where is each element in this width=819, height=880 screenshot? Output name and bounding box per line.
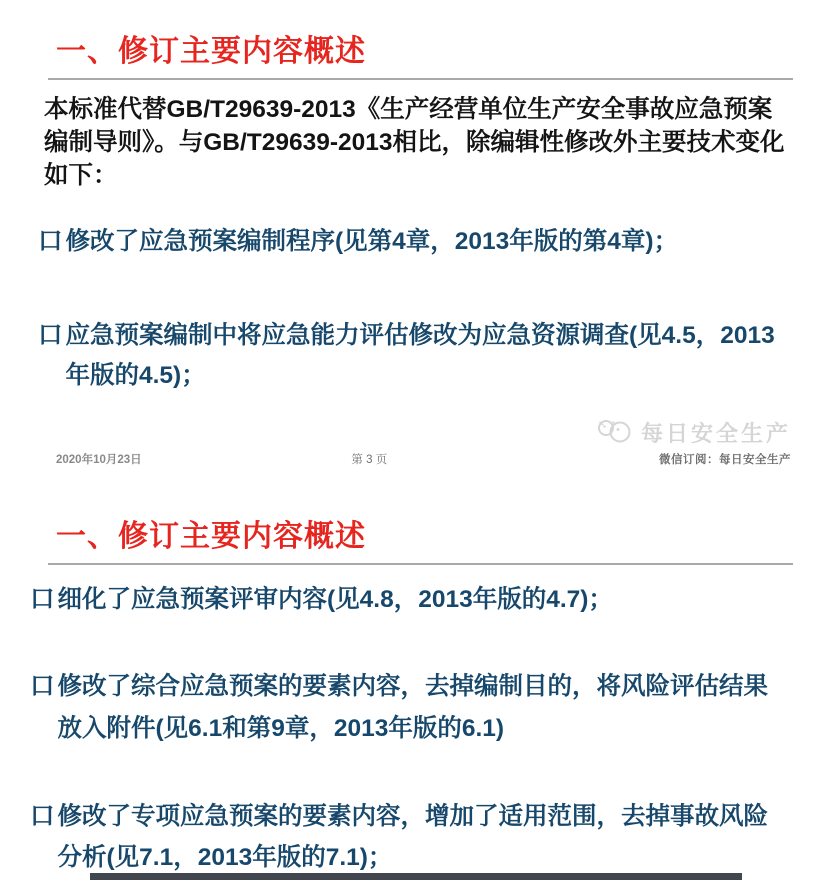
square-bullet-icon: 口 xyxy=(30,673,55,701)
slide2-bullet-list xyxy=(30,579,789,879)
list-item xyxy=(38,222,789,262)
list-item xyxy=(38,316,789,395)
list-item xyxy=(30,796,789,879)
square-bullet-icon: 口 xyxy=(38,228,63,256)
watermark-title: 每日安全生产 xyxy=(640,420,791,446)
watermark xyxy=(597,418,791,467)
title-underline xyxy=(48,563,793,565)
slide1-title: 一、修订主要内容概述 xyxy=(56,35,366,68)
bullet-text: 修改了应急预案编制程序(见第4章，2013年版的第4章)； xyxy=(65,228,679,256)
list-item xyxy=(30,579,789,621)
footer-date: 2020年10月23日 xyxy=(56,453,142,466)
slide1-footer xyxy=(56,418,791,467)
footer-page-number: 第 3 页 xyxy=(351,453,388,466)
square-bullet-icon: 口 xyxy=(38,322,63,350)
bird-chat-bubbles-icon xyxy=(597,418,635,450)
next-slide-edge-strip xyxy=(90,873,742,880)
slide-page-4 xyxy=(0,511,819,879)
list-item xyxy=(30,666,789,749)
bullet-text: 应急预案编制中将应急能力评估修改为应急资源调查(见4.5，2013年版的4.5)； xyxy=(65,322,775,389)
title-underline xyxy=(48,78,793,80)
square-bullet-icon: 口 xyxy=(30,585,55,613)
slide1-bullet-list xyxy=(38,222,789,395)
slide2-title: 一、修订主要内容概述 xyxy=(56,519,366,553)
watermark-subscription-label: 微信订阅：每日安全生产 xyxy=(658,453,791,466)
bullet-text: 修改了综合应急预案的要素内容，去掉编制目的，将风险评估结果放入附件(见6.1和第9章，2013年版的6.1) xyxy=(57,673,768,743)
bullet-text: 修改了专项应急预案的要素内容，增加了适用范围，去掉事故风险分析(见7.1，2013年版的7.1)； xyxy=(57,802,768,872)
bullet-text: 细化了应急预案评审内容(见4.8，2013年版的4.7)； xyxy=(57,585,613,613)
watermark-brand-row xyxy=(597,418,791,450)
square-bullet-icon: 口 xyxy=(30,802,55,830)
slide1-intro-paragraph: 本标准代替GB/T29639-2013《生产经营单位生产安全事故应急预案编制导则》。与GB/T29639-2013相比，除编辑性修改外主要技术变化如下： xyxy=(44,96,785,189)
